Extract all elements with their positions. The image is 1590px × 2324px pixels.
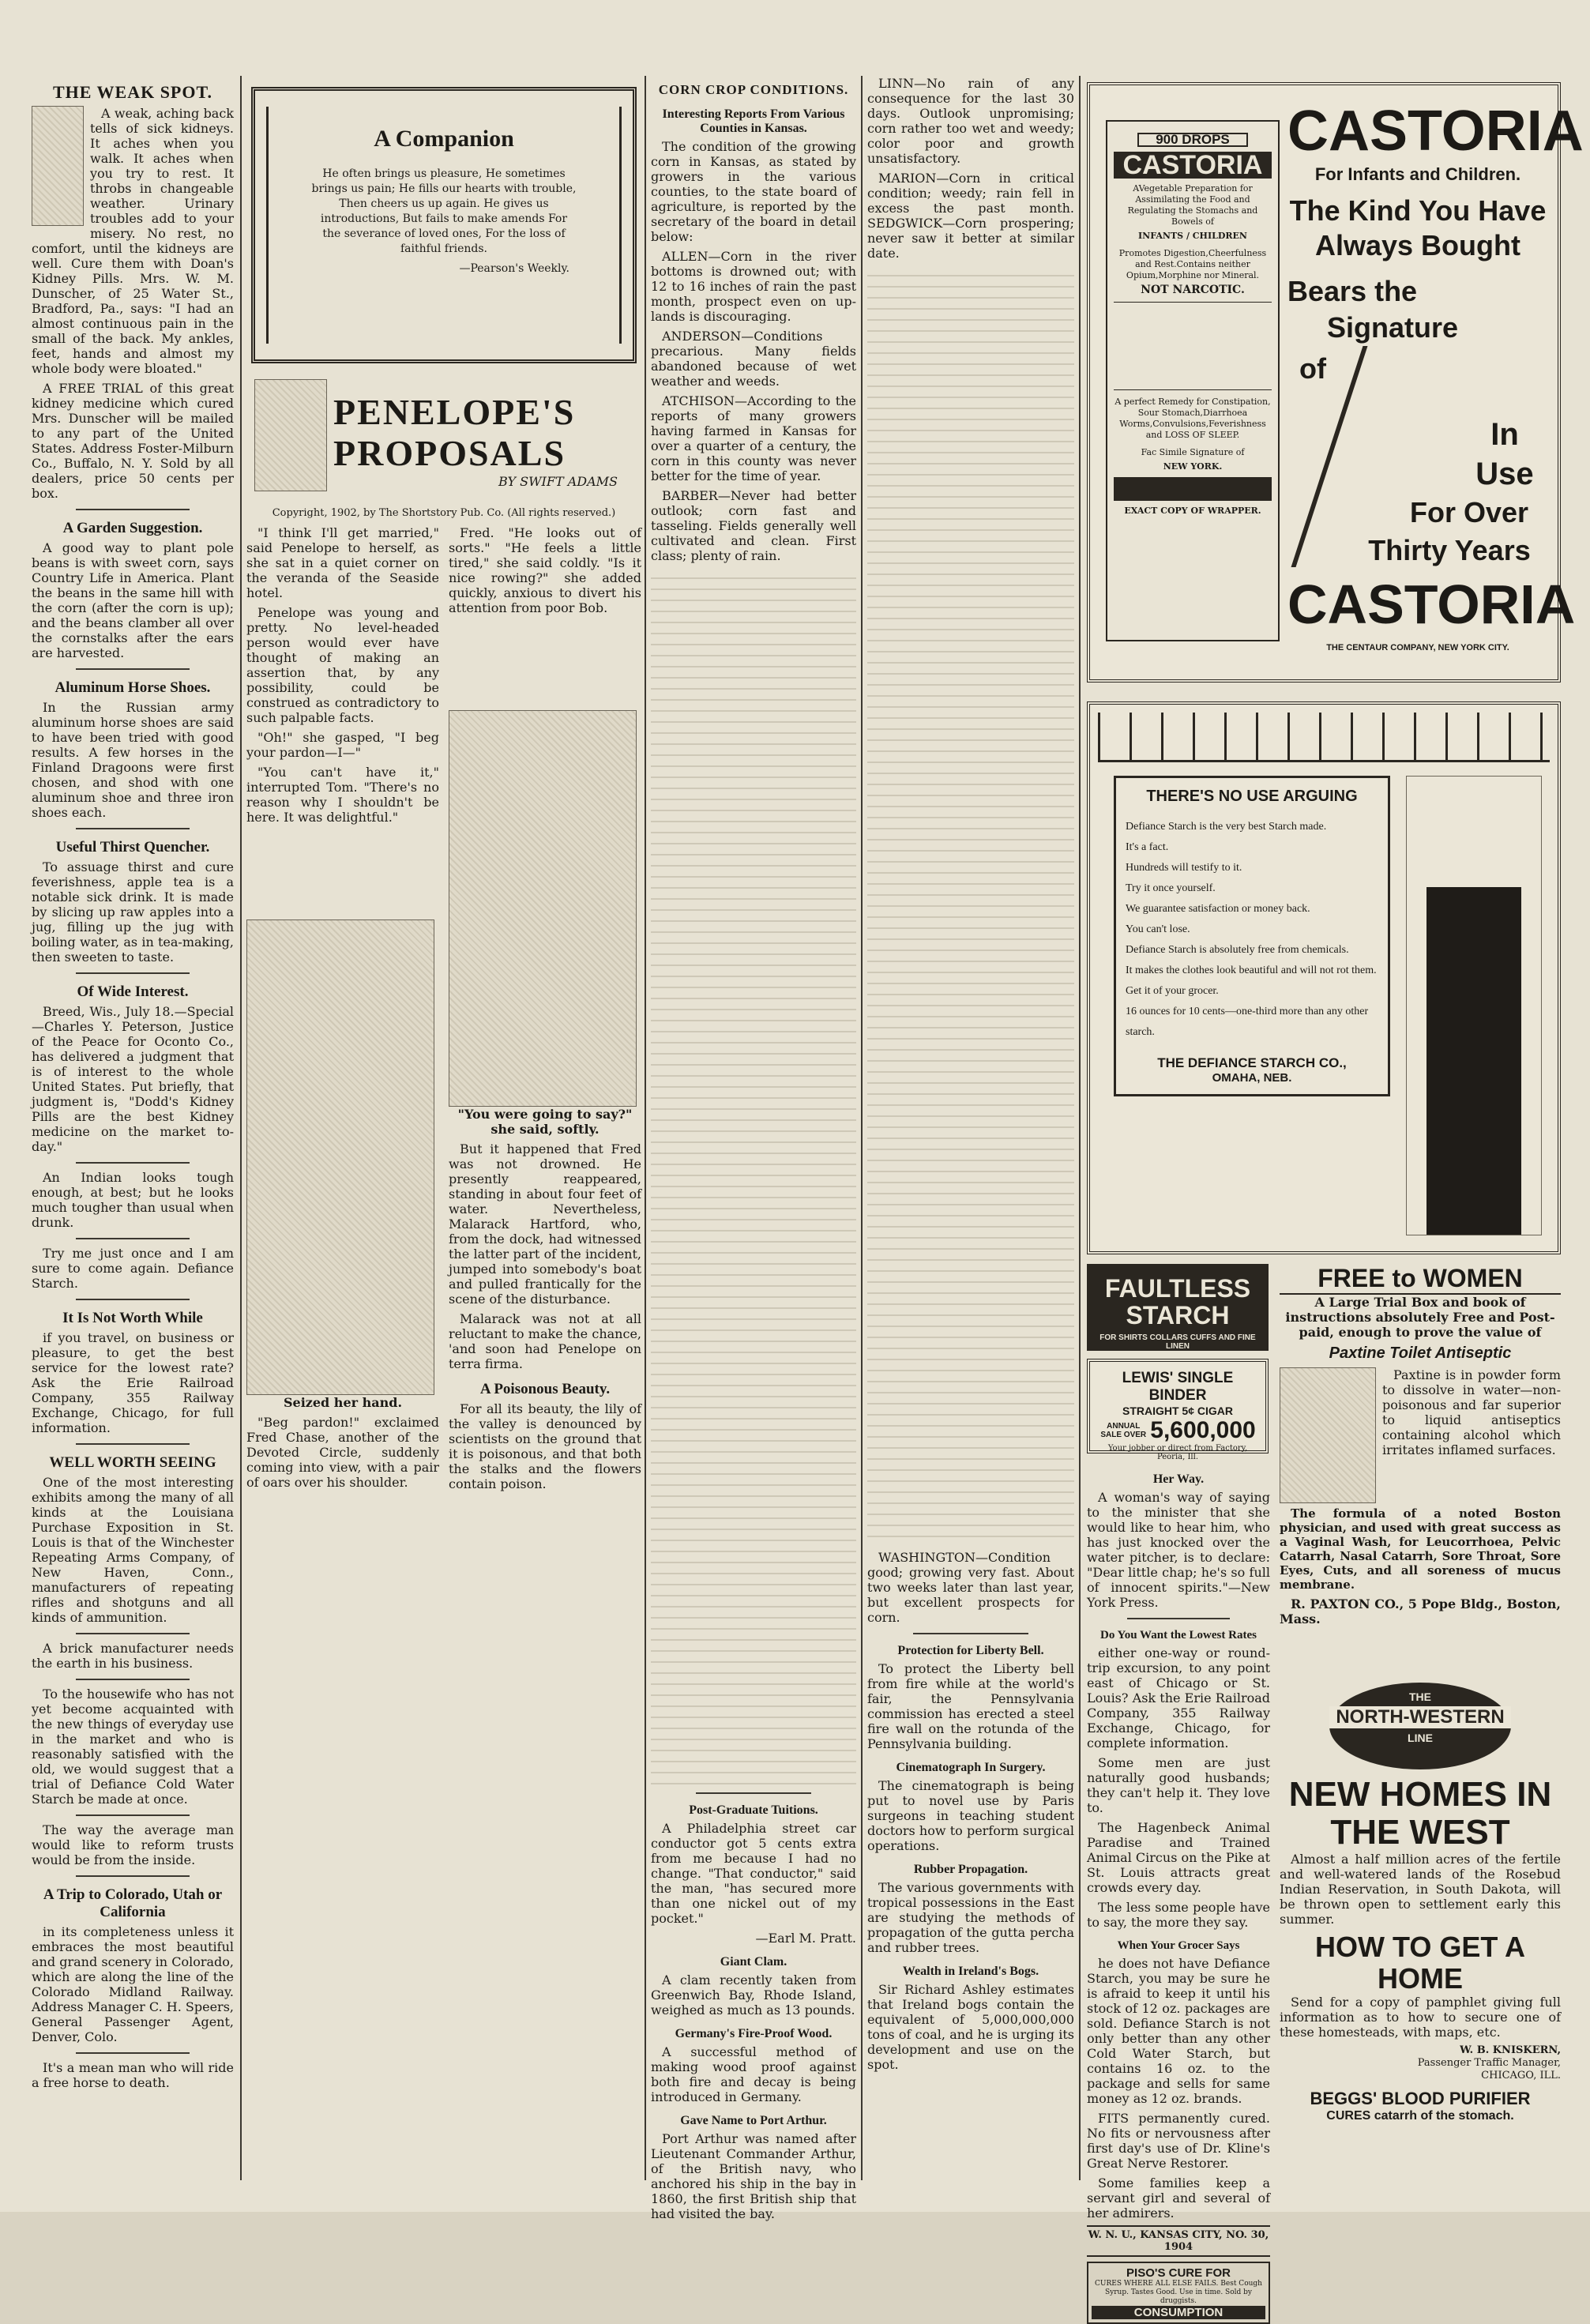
fits-text: FITS permanently cured. No fits or nervousness after first day's use of Dr. Kline's Great Nerve Restorer. <box>1087 2111 1270 2171</box>
wnu-line: W. N. U., KANSAS CITY, NO. 30, 1904 <box>1087 2225 1270 2257</box>
garden-text: A good way to plant pole beans is with sweet corn, says Country Life in America. Plant the beans in the same hill with the corn (after the corn is up); and the beans clamber all over the cornstalks after the ears are harvested. <box>32 540 234 660</box>
lewis-binder-ad <box>1087 1359 1269 1461</box>
castoria-signature: Signature <box>1327 311 1459 344</box>
well-worth-text: One of the most interesting exhibits among the many of all kinds at the Louisiana Purchase Exposition in St. Louis is that of the Winchester Repeating Arms Company, of New Haven, Conn., manufacturers of repeating rifles and shotguns and all kinds of ammunition. <box>32 1475 234 1625</box>
divider <box>76 1299 189 1300</box>
housewife-text: To the housewife who has not yet become acquainted with the new things of everyday use in the market and who is reasonably satisfied with the old, we would suggest that a trial of Defiance Cold Water Starch be made at once. <box>32 1687 234 1807</box>
castoria-thirty: Thirty Years <box>1368 534 1531 566</box>
paxtine-formula: The formula of a noted Boston physician, and used with great success as a Vaginal Wash, for Leucorrhoea, Pelvic Catarrh, Nasal Catarrh, Sore Throat, Sore Eyes, Cuts, and all soreness of mucus membrane. <box>1280 1506 1561 1592</box>
corn-title: CORN CROP CONDITIONS. <box>658 82 849 97</box>
not-worth-text: if you travel, on business or pleasure, to get the best service for the lowest rate? Ask the Erie Railroad Company, 355 Railway Exchange, Chicago, for full information. <box>32 1330 234 1435</box>
recipe-list <box>1114 302 1272 390</box>
postgrad-sign: —Earl M. Pratt. <box>755 1931 856 1946</box>
ornamental-arch <box>1098 713 1550 762</box>
her-way-title: Her Way. <box>1152 1472 1205 1486</box>
defiance-line: Defiance Starch is the very best Starch made. <box>1126 821 1327 833</box>
defiance-line: It's a fact. <box>1126 841 1169 853</box>
wood-text: A successful method of making wood proof against both fire and decay is being introduced in Germany. <box>651 2044 856 2104</box>
badge-mid: NORTH-WESTERN <box>1329 1706 1511 1728</box>
divider <box>913 1633 1029 1634</box>
colorado-text: in its completeness unless it embraces the most beautiful and grand scenery in Colorado, which are along the line of the Colorado Midland Railway. Address Manager C. H. Speers, General Passenger Agent, Denver, Colo. <box>32 1924 234 2044</box>
paxtine-desc: Paxtine is in powder form to dissolve in water—non-poisonous and far superior to liquid antiseptics containing alcohol which irritates inflamed surfaces. <box>1382 1367 1561 1457</box>
column-rule <box>240 76 242 2180</box>
sign-title: Passenger Traffic Manager, <box>1417 2057 1561 2069</box>
column-2 <box>246 76 641 2180</box>
copyright: Copyright, 1902, by The Shortstory Pub. Co. (All rights reserved.) <box>272 507 616 519</box>
binder-sales <box>1098 1417 1257 1444</box>
horse-text: In the Russian army aluminum horse shoes are said to have been tried with good results. A few horses in the Finland Dragoons were first chosen, and shod with one aluminum shoe and three iron shoes each. <box>32 700 234 820</box>
story-paragraph: But it happened that Fred was not drowned. He presently reappeared, standing in about four feet of water. Nevertheless, Malarack Hartford, who, from the dock, had witnessed the latter part of the incident, jumped into somebody's boat and pulled frantically for the scene of the disturbance. <box>449 1141 641 1307</box>
couple-illustration <box>449 710 637 1107</box>
brick-text: A brick manufacturer needs the earth in his business. <box>32 1641 234 1671</box>
starch-note: Try me just once and I am sure to come again. Defiance Starch. <box>32 1246 234 1291</box>
poem-title: A Companion <box>374 126 514 152</box>
story-left <box>246 525 439 1496</box>
faultless-sub: FOR SHIRTS COLLARS CUFFS AND FINE LINEN <box>1099 1333 1256 1351</box>
story-byline: BY SWIFT ADAMS <box>498 474 618 489</box>
north-western-ad <box>1280 1683 1561 2172</box>
box-promotes: Promotes Digestion,Cheerfulness and Rest.Contains neither Opium,Morphine nor Mineral. <box>1118 248 1267 280</box>
paxtine-address: R. PAXTON CO., 5 Pope Bldg., Boston, Mass. <box>1280 1596 1561 1626</box>
bogs-title: Wealth in Ireland's Bogs. <box>902 1965 1039 1978</box>
liberty-text: To protect the Liberty bell from fire while at the world's fair, the Pennsylvania commission has erected a steel fire wall on the rotunda of the Pennsylvania building. <box>867 1661 1074 1751</box>
castoria-kind2: Always Bought <box>1314 229 1520 261</box>
arthur-title: Gave Name to Port Arthur. <box>680 2114 827 2127</box>
box-newyork: NEW YORK. <box>1163 461 1223 472</box>
defiance-city: OMAHA, NEB. <box>1212 1071 1292 1085</box>
castoria-for: For Infants and Children. <box>1314 164 1521 184</box>
defiance-textbox <box>1114 776 1390 1096</box>
piso-ad <box>1087 2262 1270 2324</box>
binder-annual: ANNUAL SALE OVER <box>1100 1422 1147 1439</box>
story-title: PENELOPE'S PROPOSALS <box>333 392 576 473</box>
box-drops: 900 DROPS <box>1137 133 1248 147</box>
box-remedy: A perfect Remedy for Constipation, Sour Stomach,Diarrhoea Worms,Convulsions,Feverishness and LOSS OF SLEEP. <box>1115 397 1271 440</box>
castoria-bottle <box>1106 120 1280 641</box>
divider <box>76 972 189 974</box>
divider <box>76 1633 189 1634</box>
corn-county: ATCHISON—According to the reports of many growers having farmed in Kansas for over a quarter of a century, the corn in this county was never better for the time of year. <box>651 393 856 483</box>
paxtine-product: Paxtine Toilet Antiseptic <box>1329 1344 1512 1362</box>
corn-county: BARBER—Never had better outlook; corn fast and tasseling. Fields generally well cultivated and clean. First class; plenty of rain. <box>651 488 856 563</box>
story-paragraph: Fred. "He looks out of sorts." "He feels a little tired," she said coldly. "Is it nice rowing?" she added quickly, anxious to divert his attention from poor Bob. <box>449 525 641 615</box>
divider <box>696 1792 811 1794</box>
way-text: The way the average man would like to reform trusts would be from the inside. <box>32 1822 234 1867</box>
not-worth-title: It Is Not Worth While <box>62 1310 203 1326</box>
defiance-line: Hundreds will testify to it. <box>1126 862 1242 874</box>
defiance-line: Defiance Starch is absolutely free from chemicals. <box>1126 944 1349 956</box>
box-not-narcotic: NOT NARCOTIC. <box>1141 284 1245 296</box>
thirst-text: To assuage thirst and cure feverishness, apple tea is a notable sick drink. It is made by slicing up raw apples into a jug, filling up the jug with boiling water, as in tea-making, then sweeten to taste. <box>32 859 234 965</box>
divider <box>76 828 189 829</box>
corn-county: MARION—Corn in critical condition; weedy; rain fell in excess the past month. SEDGWICK—Corn prospering; never saw it better at similar date. <box>867 171 1074 261</box>
clam-text: A clam recently taken from Greenwich Bay, Rhode Island, weighed as much as 13 pounds. <box>651 1972 856 2018</box>
defiance-line: You can't lose. <box>1126 923 1190 935</box>
castoria-bears: Bears the <box>1287 275 1418 307</box>
divider <box>76 668 189 670</box>
column-1 <box>32 76 234 2180</box>
caption-seized: Seized her hand. <box>283 1395 403 1410</box>
free-women-title: FREE to WOMEN <box>1280 1264 1561 1295</box>
north-western-badge <box>1329 1683 1511 1769</box>
free-trial-text: A FREE TRIAL of this great kidney medicine which cured Mrs. Dunscher will be mailed to any part of the United States. Address Foster-Milburn Co., Buffalo, N. Y. Sold by all dealers, price 50 cents per box. <box>32 381 234 501</box>
defiance-line: Get it of your grocer. <box>1126 985 1219 997</box>
beggs-title: BEGGS' BLOOD PURIFIER <box>1310 2089 1531 2108</box>
defiance-company: THE DEFIANCE STARCH CO., <box>1157 1055 1347 1070</box>
woman-illustration <box>32 106 84 226</box>
poem-credit: —Pearson's Weekly. <box>459 262 569 275</box>
corn-subtitle: Interesting Reports From Various Counties in Kansas. <box>662 107 845 135</box>
vine-ornament-right <box>596 107 622 344</box>
arthur-text: Port Arthur was named after Lieutenant Commander Arthur, of the British navy, who anchored his ship in the bay in 1860, the first British ship that had visited the bay. <box>651 2131 856 2221</box>
well-worth-title: WELL WORTH SEEING <box>49 1454 216 1471</box>
divider <box>1127 1618 1230 1619</box>
garden-title: A Garden Suggestion. <box>62 520 203 536</box>
column-4 <box>867 76 1074 2180</box>
binder-title: LEWIS' SINGLE BINDER <box>1122 1370 1234 1404</box>
free-women-text: A Large Trial Box and book of instructions absolutely Free and Post-paid, enough to prove the value of <box>1285 1295 1555 1340</box>
indian-text: An Indian looks tough enough, at best; but he looks much tougher than usual when drunk. <box>32 1170 234 1230</box>
north-western-signature <box>1280 2044 1561 2082</box>
seized-hand-illustration <box>246 919 434 1395</box>
column-rule <box>645 76 646 2180</box>
ad-column-notes <box>1087 1463 1270 2319</box>
box-infants: INFANTS / CHILDREN <box>1138 231 1247 241</box>
dose-band <box>1114 477 1272 501</box>
woman-portrait <box>1280 1367 1376 1503</box>
clam-title: Giant Clam. <box>720 1955 787 1969</box>
postgrad-text: A Philadelphia street car conductor got 5 cents extra from me because I had no change. "That conductor," said the man, "has secured more than one nickel out of my pocket." <box>651 1821 856 1926</box>
poem-frame <box>251 87 637 363</box>
corn-report-body <box>651 568 856 1784</box>
defiance-line: It makes the clothes look beautiful and will not rot them. <box>1126 965 1377 976</box>
paxtine-ad <box>1280 1264 1561 1675</box>
story-columns <box>246 525 641 1496</box>
piso-title: PISO'S CURE FOR <box>1126 2266 1231 2280</box>
story-paragraph: "You can't have it," interrupted Tom. "There's no reason why I shouldn't be here. It was delightful." <box>246 765 439 825</box>
story-paragraph: "Oh!" she gasped, "I beg your pardon—I—" <box>246 730 439 760</box>
caption-say: "You were going to say?" she said, softly. <box>457 1107 633 1137</box>
last-line: It's a mean man who will ride a free horse to death. <box>32 2060 234 2090</box>
weak-spot-text: A weak, aching back tells of sick kidneys. It aches when you walk. It aches when you try to rest. It throbs in changeable weather. Urinary troubles add to your misery. No rest, no comfort, until the kidneys are well. Cure them with Doan's Kidney Pills. Mrs. W. M. Dunscher, of 25 Water St., Bradford, Pa., says: "I had an almost continuous pain in the small of the back. My ankles, feet, hands and almost my whole body were bloated." <box>32 106 234 376</box>
defiance-line: 16 ounces for 10 cents—one-third more than any other starch. <box>1126 1006 1369 1038</box>
column-3 <box>651 76 856 2221</box>
lowest-title: Do You Want the Lowest Rates <box>1100 1629 1257 1641</box>
piso-sub: CURES WHERE ALL ELSE FAILS. Best Cough Syrup. Tastes Good. Use in time. Sold by druggists. <box>1095 2280 1262 2305</box>
divider <box>76 1875 189 1877</box>
corn-county: LINN—No rain of any consequence for the last 30 days. Outlook unpromising; corn rather too wet and weedy; color poor and growth unsatisfactory. <box>867 76 1074 166</box>
corn-report-body <box>867 265 1074 1545</box>
castoria-use: Use <box>1475 457 1534 491</box>
badge-bot: LINE <box>1408 1732 1433 1744</box>
cinema-text: The cinematograph is being put to novel use by Paris surgeons in teaching student doctors how to perform surgical operations. <box>867 1778 1074 1853</box>
horse-title: Aluminum Horse Shoes. <box>55 679 211 696</box>
column-rule <box>861 76 863 2180</box>
box-copy: EXACT COPY OF WRAPPER. <box>1124 506 1261 516</box>
divider <box>76 2052 189 2054</box>
vine-ornament-left <box>266 107 292 344</box>
wood-title: Germany's Fire-Proof Wood. <box>675 2027 833 2040</box>
corn-county: ALLEN—Corn in the river bottoms is drowned out; with 12 to 16 inches of rain the past month, prospect even on up-lands is discouraging. <box>651 249 856 324</box>
box-name: CASTORIA <box>1114 152 1272 179</box>
lowest-text: either one-way or round-trip excursion, to any point east of Chicago or St. Louis? Ask the Erie Railroad Company, 355 Railway Exchange, Chicago, for complete information. <box>1087 1645 1270 1751</box>
beggs-sub: CURES catarrh of the stomach. <box>1326 2109 1514 2123</box>
new-homes-heading: NEW HOMES IN THE WEST <box>1288 1775 1552 1852</box>
grocer-text: he does not have Defiance Starch, you may be sure he is afraid to keep it until his stock of 12 oz. packages are sold. Defiance Starch is not only better than any other Cold Water Starch, but contains 16 oz. to the package and sells for same money as 12 oz. brands. <box>1087 1956 1270 2106</box>
corn-intro: The condition of the growing corn in Kansas, as stated by growers in the various counties, to the state board of agriculture, is reported by the secretary of the board in detail below: <box>651 139 856 244</box>
binder-number: 5,600,000 <box>1150 1417 1256 1443</box>
liberty-title: Protection for Liberty Bell. <box>897 1644 1044 1657</box>
divider <box>76 1679 189 1680</box>
cinema-title: Cinematograph In Surgery. <box>896 1761 1046 1774</box>
piso-bottom: CONSUMPTION <box>1092 2306 1265 2319</box>
divider <box>76 1238 189 1239</box>
postgrad-title: Post-Graduate Tuitions. <box>689 1803 818 1817</box>
sign-city: CHICAGO, ILL. <box>1481 2070 1561 2081</box>
story-right <box>449 525 641 1496</box>
rubber-title: Rubber Propagation. <box>913 1863 1028 1876</box>
grocer-title: When Your Grocer Says <box>1117 1939 1240 1952</box>
binder-tail: Your jobber or direct from Factory, Peoria, Ill. <box>1107 1444 1248 1461</box>
column-rule <box>1079 76 1081 2180</box>
story-header <box>246 371 641 506</box>
divider <box>76 509 189 510</box>
defiance-title: THERE'S NO USE ARGUING <box>1146 788 1358 805</box>
less-people-text: The less some people have to say, the more they say. <box>1087 1900 1270 1930</box>
castoria-over: For Over <box>1409 496 1529 528</box>
box-facsimile: Fac Simile Signature of <box>1141 447 1245 457</box>
castoria-heading-bottom: CASTORIA <box>1287 573 1576 635</box>
story-paragraph: Penelope was young and pretty. No level-headed person would ever have thought of making an assertion that, by any possibility, could be construed as contradictory to such palpable facts. <box>246 605 439 725</box>
castoria-ad <box>1087 82 1584 683</box>
poison-text: For all its beauty, the lily of the valley is denounced by scientists on the ground that it is poisonous, and that both the stalks and the flowers contain poison. <box>449 1401 641 1491</box>
families-text: Some families keep a servant girl and several of her admirers. <box>1087 2175 1270 2221</box>
defiance-line: Try it once yourself. <box>1126 882 1216 894</box>
defiance-lines <box>1126 817 1378 1043</box>
poison-title: A Poisonous Beauty. <box>479 1381 611 1397</box>
how-text: Send for a copy of pamphlet giving full information as to how to secure one of these homesteads, with maps, etc. <box>1280 1995 1561 2040</box>
castoria-in: In <box>1490 417 1519 452</box>
story-paragraph: "I think I'll get married," said Penelope to herself, as she sat in a quiet corner on the veranda of the Seaside hotel. <box>246 525 439 600</box>
divider <box>76 1162 189 1164</box>
woman-portrait-illustration <box>254 379 327 491</box>
castoria-heading: CASTORIA <box>1287 100 1584 163</box>
faultless-starch-ad <box>1087 1264 1269 1351</box>
corn-county: ANDERSON—Conditions precarious. Many fields abandoned because of wet weather and weeds. <box>651 329 856 389</box>
binder-sub: STRAIGHT 5¢ CIGAR <box>1122 1405 1233 1417</box>
castoria-of: of <box>1299 352 1326 385</box>
wide-text: Breed, Wis., July 18.—Special—Charles Y. Peterson, Justice of the Peace for Oconto Co., has delivered a judgment that is of interest to the whole United States. Put briefly, that judgment is, "Dodd's Kidney Pills are the best Kidney medicine on the market to-day." <box>32 1004 234 1154</box>
divider <box>76 1814 189 1816</box>
bogs-text: Sir Richard Ashley estimates that Ireland bogs contain the equivalent of 5,000,000,000 tons of coal, and he is urging its development and use on the spot. <box>867 1982 1074 2072</box>
box-desc: AVegetable Preparation for Assimilating the Food and Regulating the Stomachs and Bowels of <box>1127 183 1258 227</box>
thirst-title: Useful Thirst Quencher. <box>55 839 210 856</box>
story-paragraph: "Beg pardon!" exclaimed Fred Chase, another of the Devoted Circle, suddenly coming into view, with a pair of oars over his shoulder. <box>246 1415 439 1490</box>
poem-text: He often brings us pleasure, He sometimes brings us pain; He fills our hearts with trouble, Then cheers us up again. He gives us introductions, But fails to make amends For the severance of loved ones, For the loss of faithful friends. <box>311 167 577 255</box>
divider <box>76 1443 189 1445</box>
corn-county: WASHINGTON—Condition good; growing very fast. About two weeks later than last year, but excellent prospects for corn. <box>867 1550 1074 1625</box>
colorado-title: A Trip to Colorado, Utah or California <box>43 1886 223 1920</box>
lady-illustration <box>1406 776 1542 1235</box>
hagenbeck-text: The Hagenbeck Animal Paradise and Trained Animal Circus on the Pike at St. Louis attracts great crowds every day. <box>1087 1820 1270 1895</box>
defiance-line: We guarantee satisfaction or money back. <box>1126 903 1310 915</box>
castoria-company: THE CENTAUR COMPANY, NEW YORK CITY. <box>1326 643 1509 652</box>
weak-spot-title: THE WEAK SPOT. <box>52 82 213 102</box>
husband-text: Some men are just naturally good husbands; they can't help it. They love to. <box>1087 1755 1270 1815</box>
faultless-title: FAULTLESS STARCH <box>1104 1274 1251 1329</box>
badge-top: THE <box>1409 1690 1431 1703</box>
her-way-text: A woman's way of saying to the minister that she would like to hear him, who has just knocked over the water pitcher, is to declare: "Dear little chap; he's so full of innocent spirits."—New York Press. <box>1087 1490 1270 1610</box>
rubber-text: The various governments with tropical possessions in the East are studying the methods of propagation of the gutta percha and rubber trees. <box>867 1880 1074 1955</box>
wide-title: Of Wide Interest. <box>77 983 189 1000</box>
castoria-kind1: The Kind You Have <box>1289 194 1547 227</box>
sign-name: W. B. KNISKERN, <box>1460 2044 1561 2056</box>
story-paragraph: Malarack was not at all reluctant to make the chance, 'and soon had Penelope on terra firma. <box>449 1311 641 1371</box>
new-homes-text: Almost a half million acres of the fertile and well-watered lands of the Rosebud Indian Reservation, in South Dakota, will be thrown open to settlement early this summer. <box>1280 1852 1561 1927</box>
how-heading: HOW TO GET A HOME <box>1315 1931 1525 1995</box>
defiance-starch-ad <box>1087 701 1561 1254</box>
